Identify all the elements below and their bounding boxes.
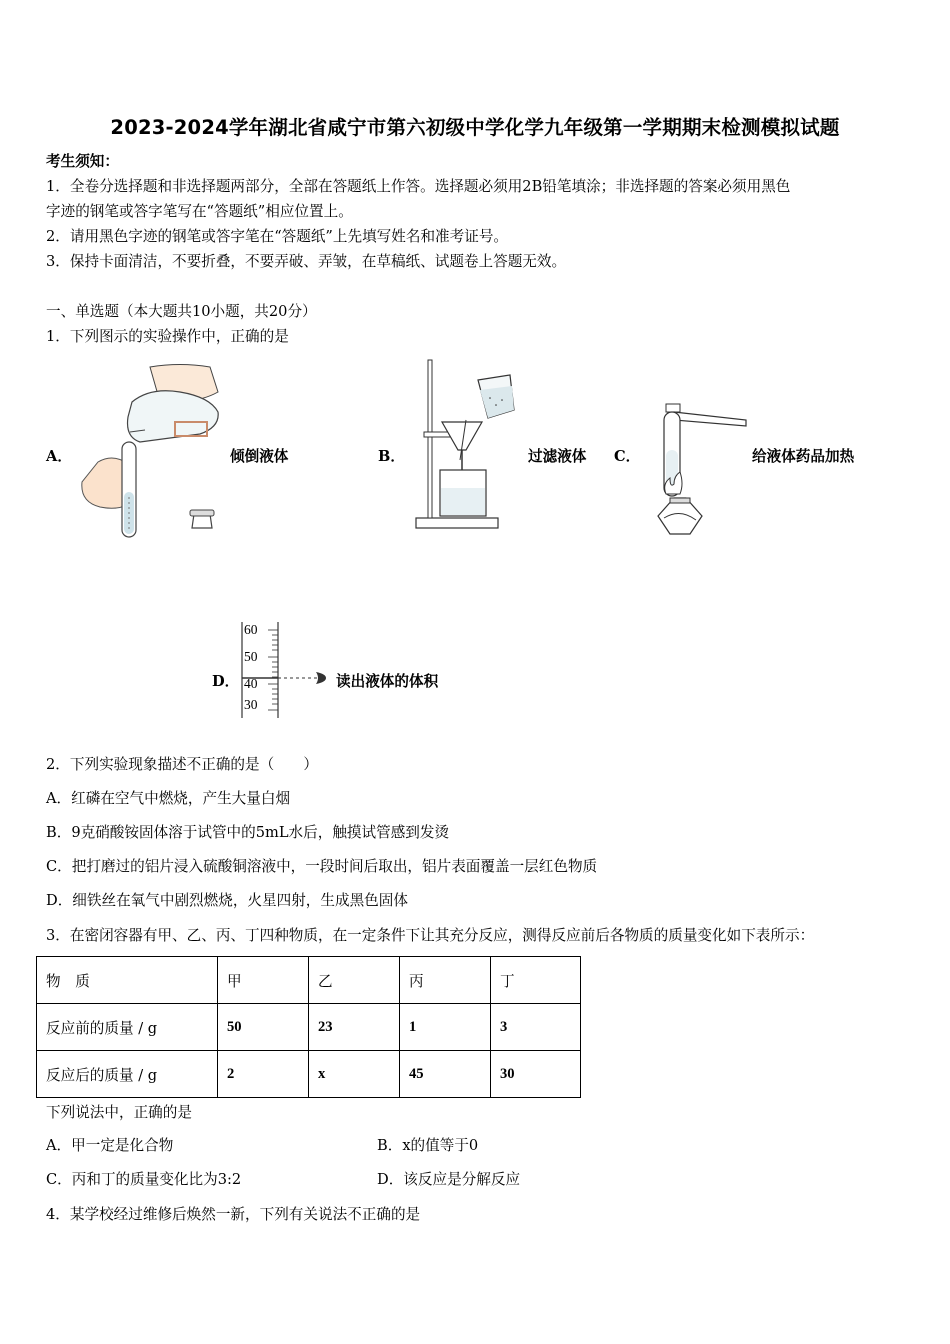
table-cell: 3	[491, 1004, 581, 1051]
notice-item: 2．请用黑色字迹的钢笔或答字笔在“答题纸”上先填写姓名和准考证号。	[46, 228, 509, 245]
table-cell: 2	[218, 1051, 309, 1098]
section-heading: 一、单选题（本大题共10小题，共20分）	[46, 303, 317, 320]
notice-heading: 考生须知：	[46, 153, 119, 170]
table-cell: 反应前的质量 / g	[37, 1004, 218, 1051]
table-header-cell: 丙	[400, 957, 491, 1004]
q2-option-d: D．细铁丝在氧气中剧烈燃烧，火星四射，生成黑色固体	[46, 892, 408, 909]
question-3-stem: 3．在密闭容器有甲、乙、丙、丁四种物质，在一定条件下让其充分反应，测得反应前后各物质的质量变化如下表所示：	[46, 927, 815, 944]
q3-option-c: C．丙和丁的质量变化比为3:2	[46, 1171, 242, 1188]
table-header-row	[37, 957, 581, 1004]
filtration-illustration	[410, 360, 530, 532]
table-cell: 50	[218, 1004, 309, 1051]
q3-lead: 下列说法中，正确的是	[46, 1104, 192, 1121]
table-cell: 30	[491, 1051, 581, 1098]
table-cell: 23	[309, 1004, 400, 1051]
q2-option-c: C．把打磨过的铝片浸入硫酸铜溶液中，一段时间后取出，铝片表面覆盖一层红色物质	[46, 858, 598, 875]
notice-item: 3．保持卡面清洁，不要折叠，不要弄破、弄皱，在草稿纸、试题卷上答题无效。	[46, 253, 567, 270]
table-cell: 45	[400, 1051, 491, 1098]
q1-option-c-letter: C．	[614, 448, 641, 465]
table-header-cell: 乙	[309, 957, 400, 1004]
cylinder-label-50: 50	[244, 649, 258, 664]
table-cell: 1	[400, 1004, 491, 1051]
table-cell: 反应后的质量 / g	[37, 1051, 218, 1098]
notice-item: 字迹的钢笔或答字笔写在“答题纸”相应位置上。	[46, 203, 353, 220]
cylinder-label-40: 40	[244, 676, 258, 691]
table-header-cell: 物 质	[37, 957, 218, 1004]
exam-title: 2023-2024学年湖北省咸宁市第六初级中学化学九年级第一学期期末检测模拟试题	[110, 116, 840, 139]
table-row	[37, 1051, 581, 1098]
q1-option-d-letter: D．	[212, 673, 240, 690]
question-4-stem: 4．某学校经过维修后焕然一新，下列有关说法不正确的是	[46, 1206, 421, 1223]
table-header-cell: 丁	[491, 957, 581, 1004]
notice-item: 1．全卷分选择题和非选择题两部分，全部在答题纸上作答。选择题必须用2B铅笔填涂；非选择题的答案必须用黑色	[46, 178, 791, 195]
q2-option-b: B．9克硝酸铵固体溶于试管中的5mL水后，触摸试管感到发烫	[46, 824, 450, 841]
q1-option-d-caption: 读出液体的体积	[336, 673, 439, 690]
mass-change-table	[36, 956, 581, 1098]
table-header-cell: 甲	[218, 957, 309, 1004]
cylinder-label-60: 60	[244, 622, 258, 637]
q3-option-b: B．x的值等于0	[377, 1137, 479, 1154]
heating-liquid-illustration	[640, 398, 752, 538]
q1-option-a-caption: 倾倒液体	[230, 448, 289, 465]
cylinder-label-30: 30	[244, 697, 258, 712]
question-1-stem: 1．下列图示的实验操作中，正确的是	[46, 328, 289, 345]
q1-option-c-caption: 给液体药品加热	[752, 448, 855, 465]
pouring-liquid-illustration	[70, 362, 230, 542]
q2-option-a: A．红磷在空气中燃烧，产生大量白烟	[46, 790, 291, 807]
question-2-stem: 2．下列实验现象描述不正确的是（ ）	[46, 756, 318, 773]
q1-option-b-caption: 过滤液体	[528, 448, 587, 465]
q1-option-a-letter: A．	[46, 448, 72, 465]
table-cell: x	[309, 1051, 400, 1098]
q1-option-b-letter: B．	[378, 448, 405, 465]
q3-option-a: A．甲一定是化合物	[46, 1137, 174, 1154]
table-row	[37, 1004, 581, 1051]
q3-option-d: D．该反应是分解反应	[377, 1171, 521, 1188]
